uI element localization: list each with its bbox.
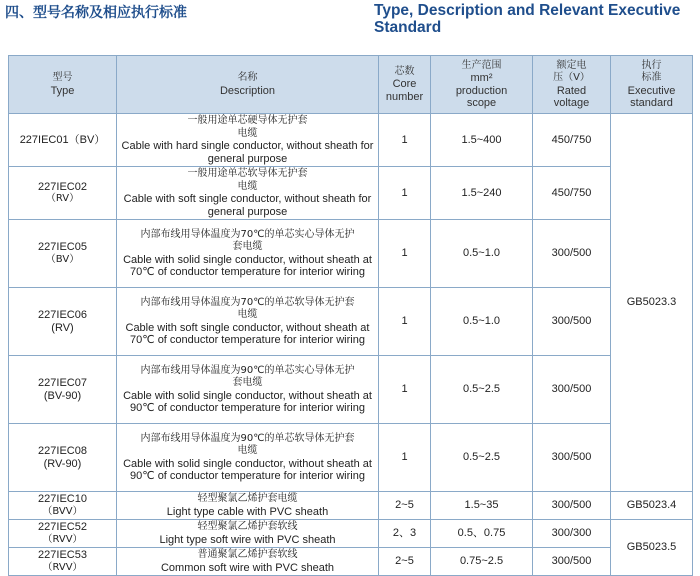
header-range: 生产范围 mm² production scope [431,56,533,114]
core-cell: 1 [379,167,431,220]
type-cell: 227IEC08 (RV-90) [9,424,117,492]
table-row [9,220,693,288]
range-cell: 0.5、0.75 [431,520,533,548]
header-core: 芯数 Core number [379,56,431,114]
header-type: 型号 Type [9,56,117,114]
section-title-en-line2: Standard [374,19,442,36]
table-row [9,356,693,424]
voltage-cell: 300/500 [533,492,611,520]
section-title-cn: 四、型号名称及相应执行标准 [5,5,187,21]
voltage-cell: 450/750 [533,114,611,167]
type-cell: 227IEC07 (BV-90) [9,356,117,424]
table-row [9,288,693,356]
core-cell: 2~5 [379,548,431,576]
section-title-en-line1: Type, Description and Relevant Executive [374,2,681,19]
standard-cell: GB5023.4 [611,492,693,520]
core-cell: 2~5 [379,492,431,520]
range-cell: 1.5~400 [431,114,533,167]
core-cell: 1 [379,356,431,424]
range-cell: 0.5~1.0 [431,220,533,288]
voltage-cell: 300/500 [533,424,611,492]
spec-table [8,55,693,576]
description-cell: 一般用途单芯硬导体无护套 电缆 Cable with hard single conductor, without sheath for general purpose [117,114,379,167]
range-cell: 1.5~240 [431,167,533,220]
range-cell: 0.5~1.0 [431,288,533,356]
section-title-en [374,2,680,36]
header-description: 名称 Description [117,56,379,114]
type-cell: 227IEC01（BV） [9,114,117,167]
core-cell: 1 [379,220,431,288]
table-row [9,424,693,492]
description-cell: 一般用途单芯软导体无护套 电缆 Cable with soft single conductor, without sheath for general purpose [117,167,379,220]
range-cell: 0.75~2.5 [431,548,533,576]
range-cell: 0.5~2.5 [431,356,533,424]
voltage-cell: 300/500 [533,288,611,356]
type-cell: 227IEC52 （RVV） [9,520,117,548]
description-cell: 内部布线用导体温度为90℃的单芯实心导体无护 套电缆 Cable with solid single conductor, without sheath at 90℃ of conductor temperature for interior wiring [117,356,379,424]
description-cell: 内部布线用导体温度为70℃的单芯实心导体无护 套电缆 Cable with solid single conductor, without sheath at 70℃ of conductor temperature for interior wiring [117,220,379,288]
voltage-cell: 300/500 [533,220,611,288]
voltage-cell: 300/500 [533,548,611,576]
core-cell: 2、3 [379,520,431,548]
table-row [9,520,693,548]
core-cell: 1 [379,288,431,356]
range-cell: 1.5~35 [431,492,533,520]
voltage-cell: 450/750 [533,167,611,220]
header-row [9,56,693,114]
type-cell: 227IEC53 （RVV） [9,548,117,576]
voltage-cell: 300/500 [533,356,611,424]
core-cell: 1 [379,114,431,167]
voltage-cell: 300/300 [533,520,611,548]
type-cell: 227IEC02 （RV） [9,167,117,220]
table-row [9,548,693,576]
description-cell: 轻型聚氯乙烯护套软线 Light type soft wire with PVC sheath [117,520,379,548]
standard-cell: GB5023.5 [611,520,693,576]
table-row [9,167,693,220]
description-cell: 普通聚氯乙烯护套软线 Common soft wire with PVC sheath [117,548,379,576]
range-cell: 0.5~2.5 [431,424,533,492]
table-row [9,492,693,520]
type-cell: 227IEC10 （BVV） [9,492,117,520]
type-cell: 227IEC05 （BV） [9,220,117,288]
standard-cell: GB5023.3 [611,114,693,492]
header-standard: 执行 标准 Executive standard [611,56,693,114]
description-cell: 内部布线用导体温度为70℃的单芯软导体无护套 电缆 Cable with soft single conductor, without sheath at 70℃ of conductor temperature for interior wiring [117,288,379,356]
header-voltage: 额定电 压（V） Rated voltage [533,56,611,114]
description-cell: 内部布线用导体温度为90℃的单芯软导体无护套 电缆 Cable with solid single conductor, without sheath at 90℃ of conductor temperature for interior wiring [117,424,379,492]
table-row [9,114,693,167]
type-cell: 227IEC06 (RV) [9,288,117,356]
description-cell: 轻型聚氯乙烯护套电缆 Light type cable with PVC sheath [117,492,379,520]
core-cell: 1 [379,424,431,492]
